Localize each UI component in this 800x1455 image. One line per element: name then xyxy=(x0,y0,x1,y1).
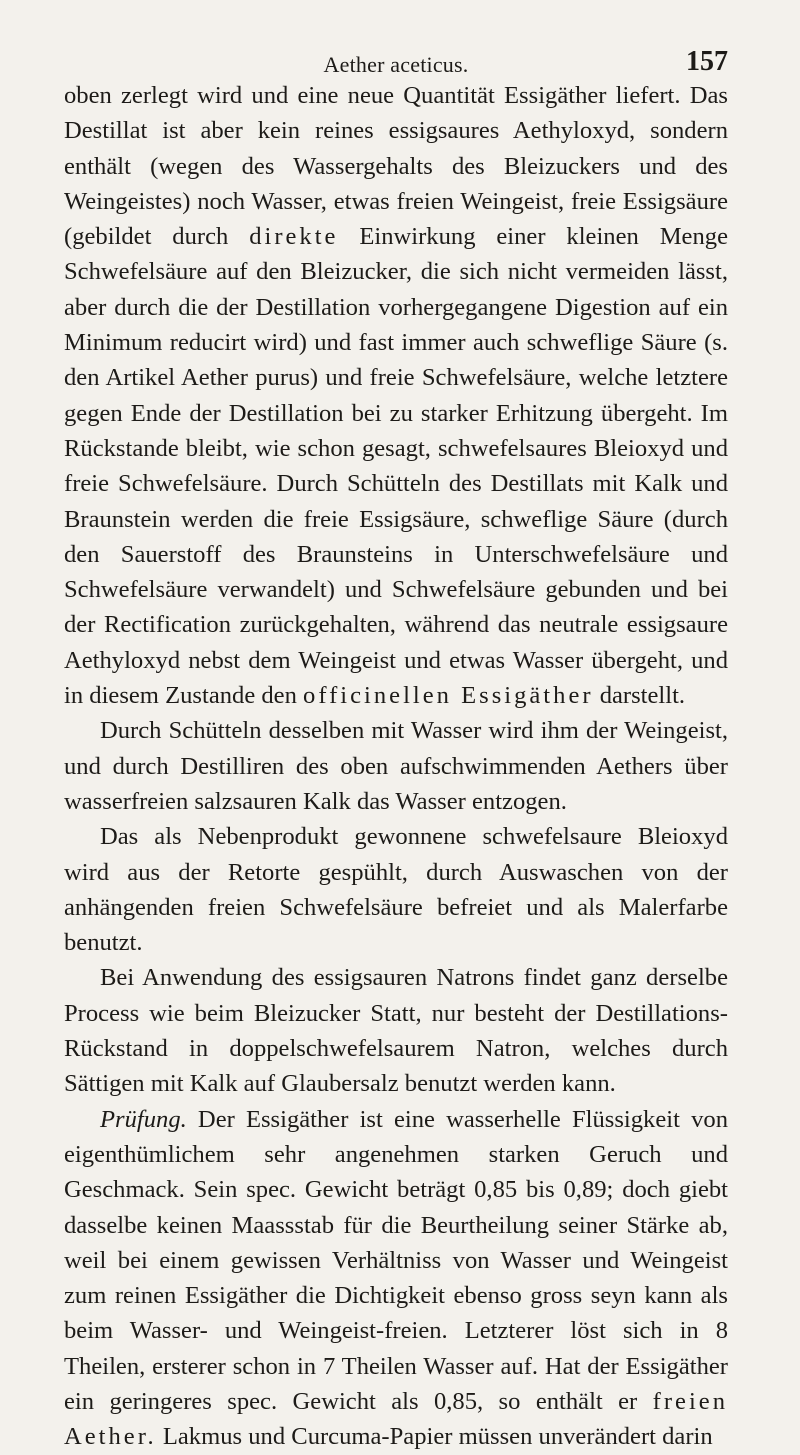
paragraph xyxy=(64,713,728,819)
emphasis-text: direkte xyxy=(249,223,339,251)
text-run: Einwirkung einer kleinen Menge Schwefelsäure auf den Bleizucker, die sich nicht vermeiden lässt, aber durch die der Destillation vorhergegangene Digestion auf ein Minimum reducirt wird) und fast immer auch schweflige Säure (s. den Artikel Aether purus) und freie Schwefelsäure, welche letztere gegen Ende der Destillation bei zu starker Erhitzung übergeht. Im Rückstande bleibt, wie schon gesagt, schwefelsaures Bleioxyd und freie Schwefelsäure. Durch Schütteln des Destillats mit Kalk und Braunstein werden die freie Essigsäure, schweflige Säure (durch den Sauerstoff des Braunsteins in Unterschwefelsäure und Schwefelsäure verwandelt) und Schwefelsäure gebunden und bei der Rectification zurückgehalten, während das neutrale essigsaure Aethyloxyd nebst dem Weingeist und etwas Wasser übergeht, und in diesem Zustande den xyxy=(64,223,728,710)
body-text xyxy=(64,78,728,1455)
text-run: darstellt. xyxy=(593,682,686,710)
running-title: Aether aceticus. xyxy=(323,52,469,77)
paragraph xyxy=(64,1102,728,1455)
emphasis-text: freien Aether. xyxy=(64,1387,728,1451)
paragraph xyxy=(64,78,728,713)
page-number: 157 xyxy=(686,46,728,77)
text-run: oben zerlegt wird und eine neue Quantität Essigäther liefert. Das Destillat ist aber kein reines essigsaures Aethyloxyd, sondern enthält (wegen des Wassergehalts des Bleizuckers und des Weingeistes) noch Wasser, etwas freien Weingeist, freie Essigsäure (gebildet durch xyxy=(64,82,728,251)
paragraph xyxy=(64,960,728,1101)
section-heading: Prüfung. xyxy=(100,1105,187,1133)
text-run: Durch Schütteln desselben mit Wasser wird ihm der Weingeist, und durch Destilliren des oben aufschwimmenden Aethers über wasserfreien salzsauren Kalk das Wasser entzogen. xyxy=(64,717,728,815)
text-run: Der Essigäther ist eine wasserhelle Flüssigkeit von eigenthümlichem sehr angenehmen starken Geruch und Geschmack. Sein spec. Gewicht beträgt 0,85 bis 0,89; doch giebt dasselbe keinen Maassstab für die Beurtheilung seiner Stärke ab, weil bei einem gewissen Verhältniss von Wasser und Weingeist zum reinen Essigäther die Dichtigkeit ebenso gross seyn kann als beim Wasser- und Weingeist-freien. Letzterer löst sich in 8 Theilen, ersterer schon in 7 Theilen Wasser auf. Hat der Essigäther ein geringeres spec. Gewicht als 0,85, so enthält er xyxy=(64,1105,728,1415)
emphasis-text: officinellen Essigäther xyxy=(303,682,594,710)
text-run: Bei Anwendung des essigsauren Natrons findet ganz derselbe Process wie beim Bleizucker Statt, nur besteht der Destillations-Rückstand in doppelschwefelsaurem Natron, welches durch Sättigen mit Kalk auf Glaubersalz benutzt werden kann. xyxy=(64,964,728,1098)
page-header xyxy=(64,22,728,77)
text-run: Das als Nebenprodukt gewonnene schwefelsaure Bleioxyd wird aus der Retorte gespühlt, durch Auswaschen von der anhängenden freien Schwefelsäure befreiet und als Malerfarbe benutzt. xyxy=(64,823,728,957)
text-run: Lakmus und Curcuma-Papier müssen unverändert darin xyxy=(156,1423,713,1451)
paragraph xyxy=(64,819,728,960)
